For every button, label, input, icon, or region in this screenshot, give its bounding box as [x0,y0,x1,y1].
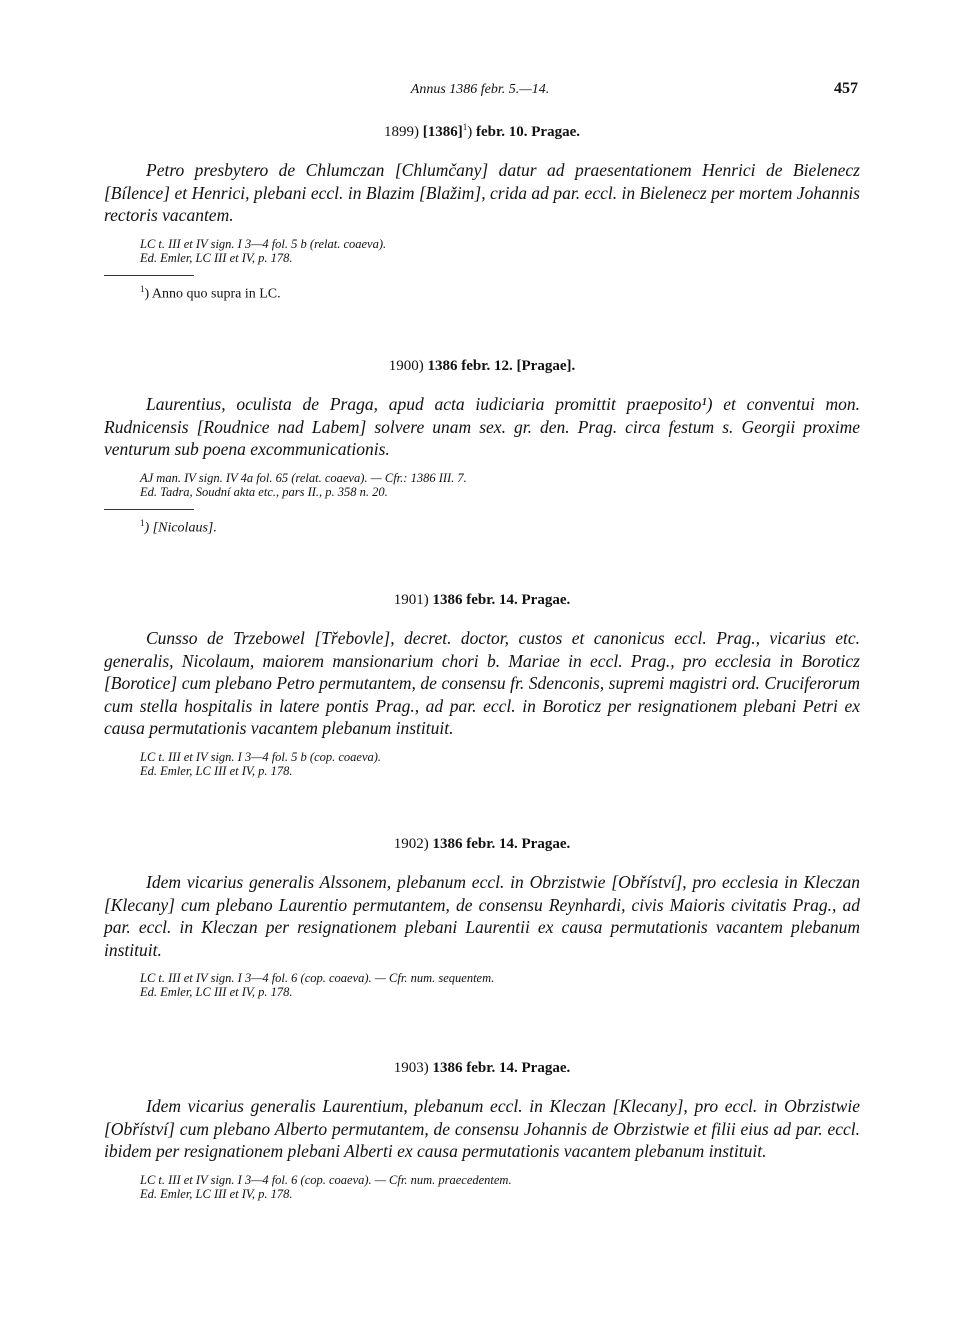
entry-1902 [104,836,860,999]
running-title: Annus 1386 febr. 5.—14. [410,82,550,97]
entry-heading [104,836,860,853]
entry-text: Idem vicarius generalis Alssonem, plebanum eccl. in Obrzistwie [Obříství], pro ecclesia in Kleczan [Klecany] cum plebano Laurentio permutantem, de consensu Reynhardi, civis Maioris civitatis Prag., ad par. eccl. in Kleczan per resignationem plebani Laurentii ex causa permutationis vacantem plebanum instituit. [104,872,860,960]
source-line: AJ man. IV sign. IV 4a fol. 65 (relat. coaeva). — Cfr.: 1386 III. 7. [140,470,467,485]
entry-heading [104,592,860,609]
source-line: LC t. III et IV sign. I 3—4 fol. 5 b (relat. coaeva). [140,236,387,251]
entry-number: 1903) [393,1060,429,1076]
footnote-rule [104,275,194,276]
footnote-rule [104,509,194,510]
entry-number: 1899) [383,124,419,140]
entry-sources [140,237,860,265]
footnote [140,518,860,537]
entry-sources [140,471,860,499]
source-line: Ed. Emler, LC III et IV, p. 178. [140,985,293,999]
source-line: LC t. III et IV sign. I 3—4 fol. 5 b (cop. coaeva). [140,749,382,764]
source-line: Ed. Emler, LC III et IV, p. 178. [140,250,293,265]
entry-text: Laurentius, oculista de Praga, apud acta iudiciaria promittit praeposito¹) et conventui mon. Rudnicensis [Roudnice nad Labem] solvere unam sex. gr. den. Prag. circa festum s. Georgii proxime venturum sub poena excommunicationis. [104,394,860,459]
entry-number: 1902) [393,836,429,852]
entry-heading [104,1060,860,1077]
entry-sources [140,750,860,778]
entry-1903 [104,1060,860,1201]
source-line: LC t. III et IV sign. I 3—4 fol. 6 (cop. coaeva). — Cfr. num. praecedentem. [140,1172,512,1187]
entry-text: Cunsso de Trzebowel [Třebovle], decret. doctor, custos et canonicus eccl. Prag., vicarius etc. generalis, Nicolaum, maiorem mansionarium chori b. Mariae in eccl. Prag., pro ecclesia in Boroticz [Borotice] cum plebano Petro permutantem, de consensu fr. Sdenconis, supremi magistri ord. Cruciferorum cum stella hospitalis in latere pontis Prag., ad par. eccl. in Boroticz per resignationem plebani Petri ex causa permutationis vacantem plebanum instituit. [104,628,860,738]
entry-date: 1386 febr. 14. Pragae. [432,1060,571,1076]
entry-date: 1386 febr. 14. Pragae. [432,592,571,608]
footnote-text: ) Anno quo supra in LC. [144,286,281,302]
source-line: Ed. Emler, LC III et IV, p. 178. [140,763,293,778]
footnote [140,284,860,303]
entry-text: Petro presbytero de Chlumczan [Chlumčany] datur ad praesentationem Henrici de Bielenecz [Bílence] et Henrici, plebani eccl. in Blazim [Blažim], crida ad par. eccl. in Bielenecz per mortem Johannis rectoris vacantem. [104,160,860,225]
entry-sources [140,971,860,999]
entry-1900 [104,358,860,536]
entry-1901 [104,592,860,778]
heading-note-mark: 1 [462,122,468,132]
entry-sources [140,1173,860,1201]
entry-heading: 1899) $[1386]^1$) febr. 10. Pragae. [383,122,580,140]
entry-date: 1386 febr. 12. [Pragae]. [427,358,576,374]
entry-heading [104,358,860,375]
footnote-mark: 1 [140,517,145,528]
source-line: Ed. Emler, LC III et IV, p. 178. [140,1186,293,1201]
page-number: 457 [834,80,858,97]
running-head [0,82,960,102]
entry-date-prefix: [1386] [422,124,463,140]
entry-text: Idem vicarius generalis Laurentium, plebanum eccl. in Kleczan [Klecany], pro eccl. in Obrzistwie [Obříství] cum plebano Alberto permutantem, de consensu Johannis de Obrzistwie et filii eius ad par. eccl. ibidem per resignationem plebani Alberti ex causa permutationis vacantem plebanum instituit. [104,1096,860,1161]
entry-number: 1901) [393,592,429,608]
source-line: LC t. III et IV sign. I 3—4 fol. 6 (cop. coaeva). — Cfr. num. sequentem. [140,971,495,985]
footnote-mark: 1 [140,283,145,294]
footnote-text: ) [Nicolaus]. [144,520,217,536]
entry-date: 1386 febr. 14. Pragae. [432,836,571,852]
entry-number: 1900) [388,358,424,374]
source-line: Ed. Tadra, Soudní akta etc., pars II., p. 358 n. 20. [140,484,388,499]
entry-date: febr. 10. Pragae. [475,124,580,140]
entry-1899 [104,122,860,302]
